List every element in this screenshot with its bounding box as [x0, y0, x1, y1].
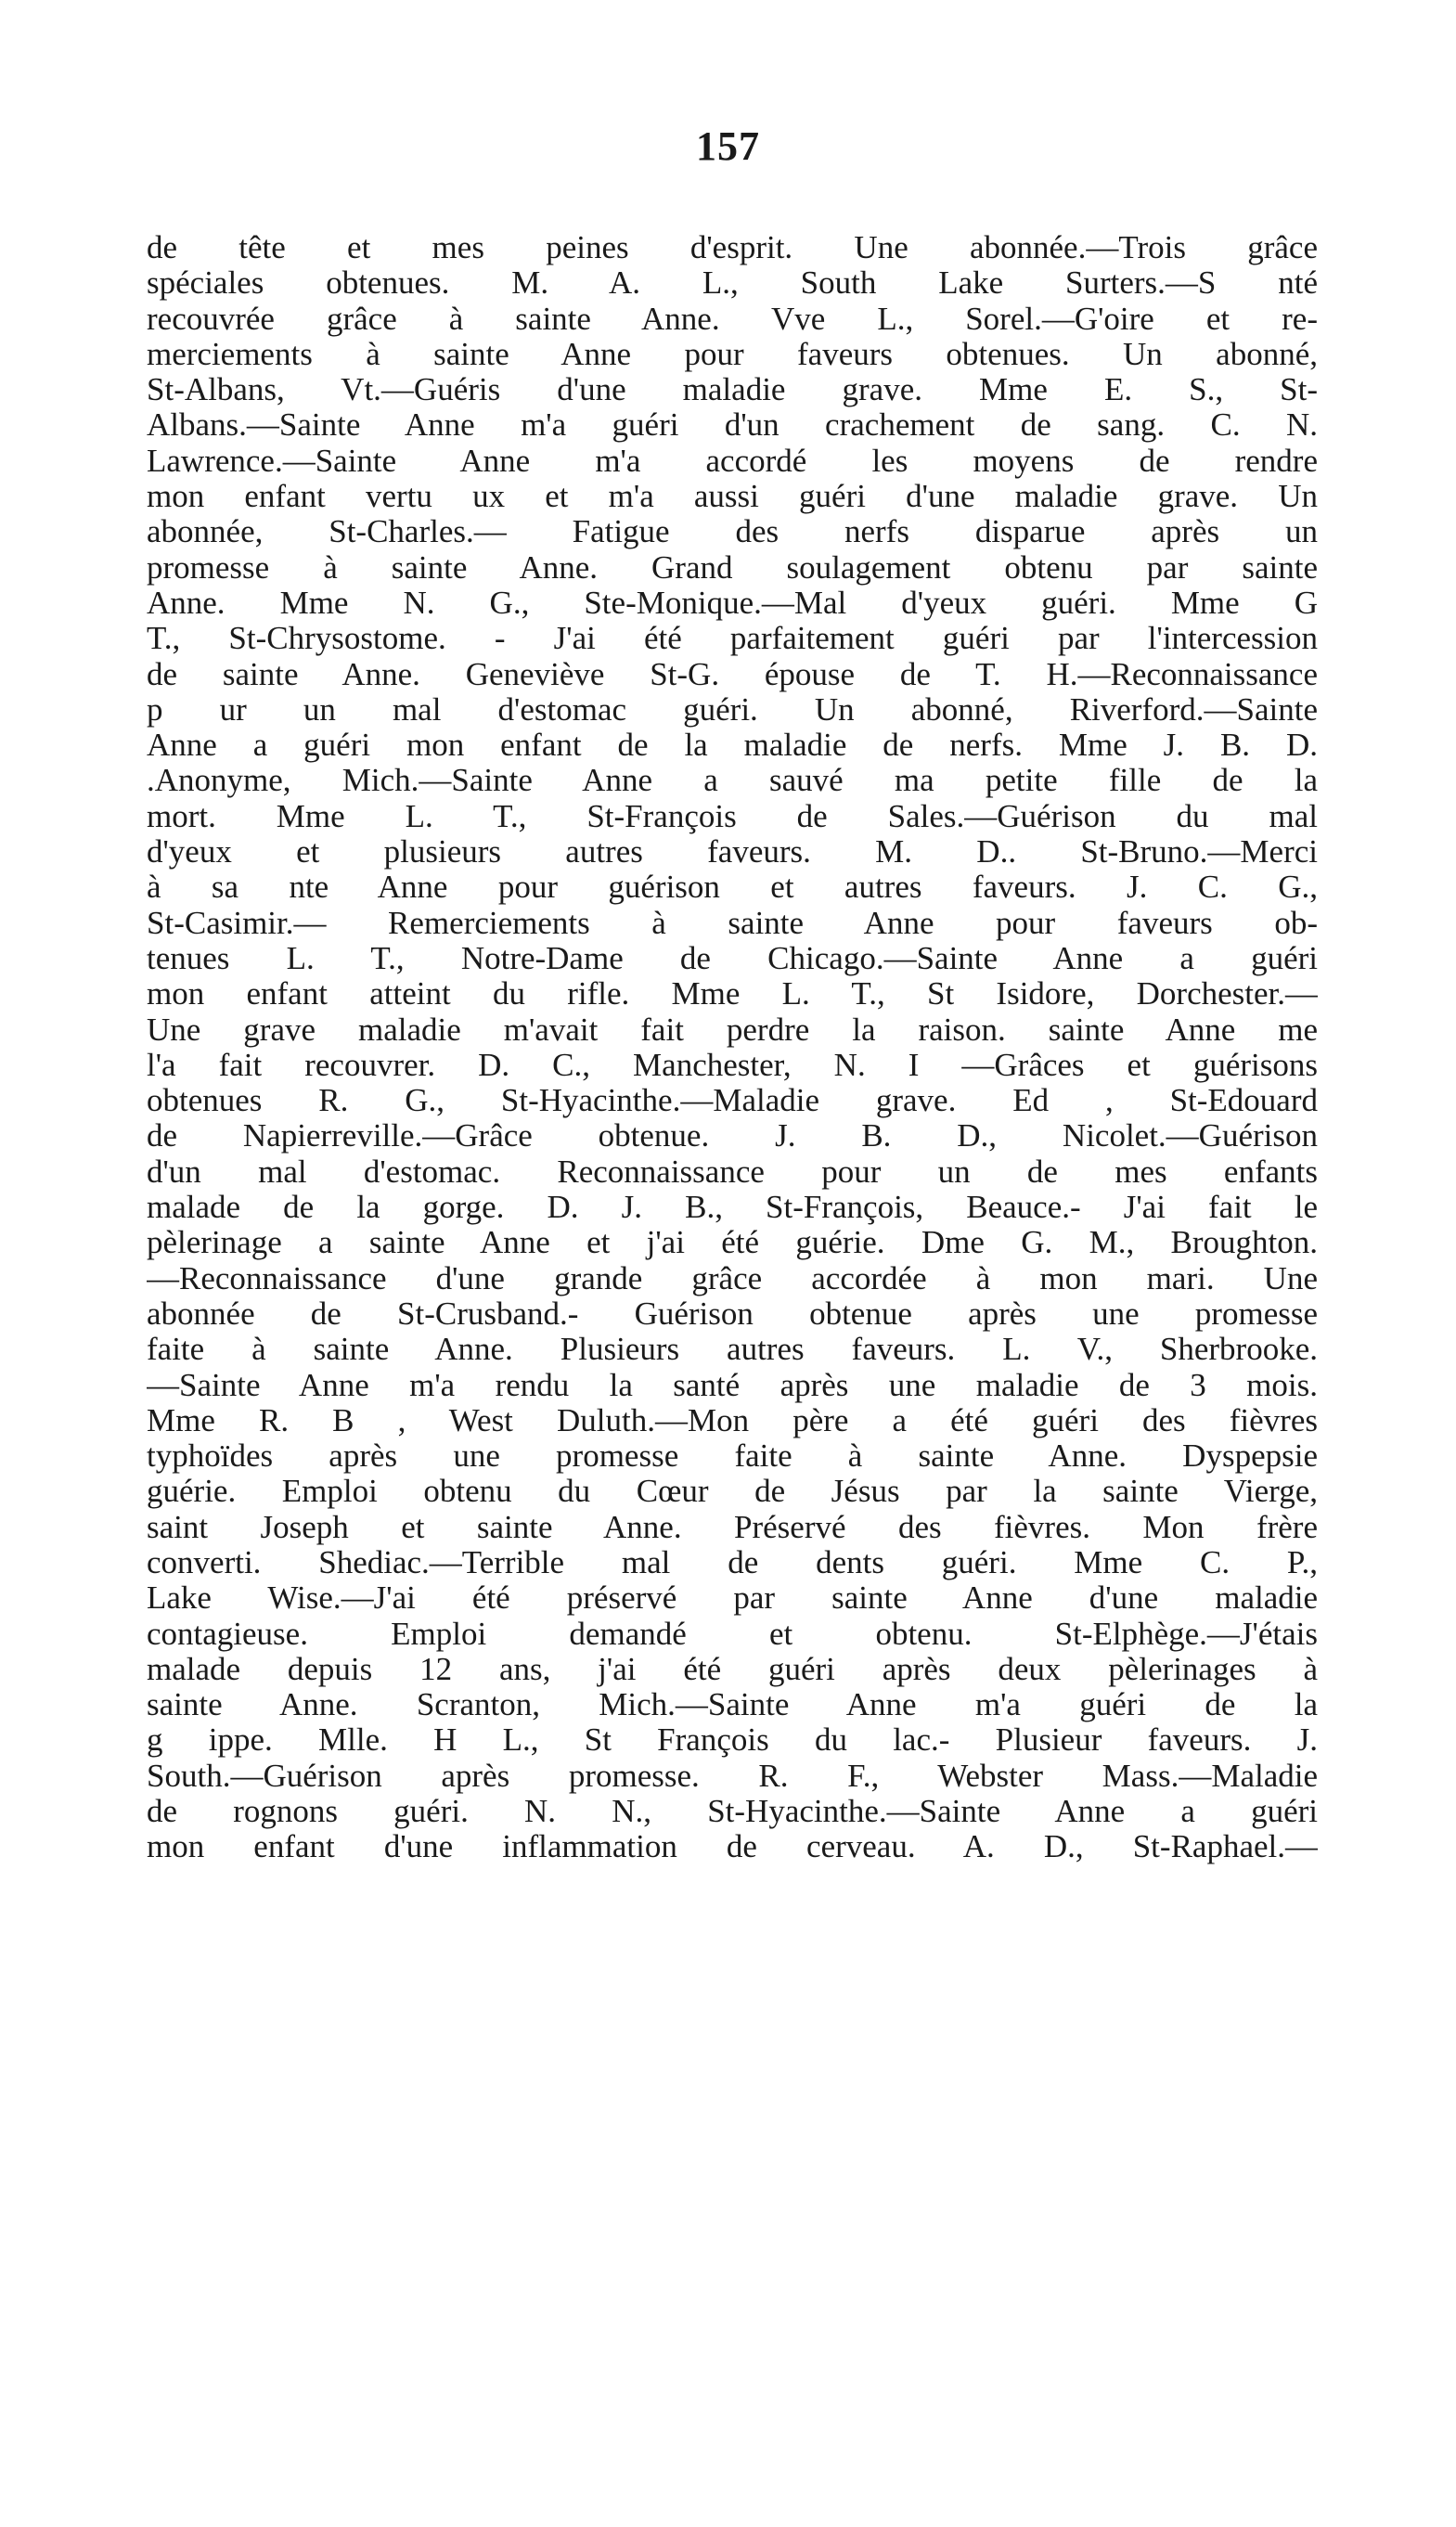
text-line: p ur un mal d'estomac guéri. Un abonné, Riverford.—Sainte [147, 691, 1318, 728]
text-line: contagieuse. Emploi demandé et obtenu. St-Elphège.—J'étais [147, 1616, 1318, 1652]
body-text [147, 230, 1318, 1865]
text-line: —Reconnaissance d'une grande grâce accordée à mon mari. Une [147, 1260, 1318, 1296]
text-line: mon enfant d'une inflammation de cerveau. A. D., St-Raphael.— [147, 1829, 1318, 1865]
text-line: de sainte Anne. Geneviève St-G. épouse de T. H.—Reconnaissance [147, 656, 1318, 692]
text-line: tenues L. T., Notre-Dame de Chicago.—Sainte Anne a guéri [147, 940, 1318, 976]
text-line: spéciales obtenues. M. A. L., South Lake Surters.—S nté [147, 265, 1318, 302]
text-line: —Sainte Anne m'a rendu la santé après une maladie de 3 mois. [147, 1367, 1318, 1403]
text-line: Mme R. B , West Duluth.—Mon père a été guéri des fièvres [147, 1402, 1318, 1438]
text-line: Albans.—Sainte Anne m'a guéri d'un crachement de sang. C. N. [147, 407, 1318, 444]
text-line: merciements à sainte Anne pour faveurs obtenues. Un abonné, [147, 336, 1318, 372]
text-line: mon enfant atteint du rifle. Mme L. T., St Isidore, Dorchester.— [147, 976, 1318, 1012]
text-line: à sa nte Anne pour guérison et autres faveurs. J. C. G., [147, 870, 1318, 906]
text-line: typhoïdes après une promesse faite à sainte Anne. Dyspepsie [147, 1438, 1318, 1475]
text-line: malade de la gorge. D. J. B., St-François, Beauce.- J'ai fait le [147, 1190, 1318, 1226]
text-line: de tête et mes peines d'esprit. Une abonnée.—Trois grâce [147, 230, 1318, 265]
text-line: saint Joseph et sainte Anne. Préservé des fièvres. Mon frère [147, 1509, 1318, 1545]
text-line: de Napierreville.—Grâce obtenue. J. B. D., Nicolet.—Guérison [147, 1118, 1318, 1154]
text-line: St-Albans, Vt.—Guéris d'une maladie grave. Mme E. S., St- [147, 372, 1318, 408]
text-line: St-Casimir.— Remerciements à sainte Anne pour faveurs ob- [147, 905, 1318, 941]
text-line: Lake Wise.—J'ai été préservé par sainte Anne d'une maladie [147, 1580, 1318, 1617]
text-line: recouvrée grâce à sainte Anne. Vve L., Sorel.—G'oire et re- [147, 301, 1318, 337]
text-line: mort. Mme L. T., St-François de Sales.—Guérison du mal [147, 798, 1318, 834]
text-line: l'a fait recouvrer. D. C., Manchester, N. I —Grâces et guérisons [147, 1047, 1318, 1083]
text-line: promesse à sainte Anne. Grand soulagement obtenu par sainte [147, 549, 1318, 586]
text-line: faite à sainte Anne. Plusieurs autres faveurs. L. V., Sherbrooke. [147, 1332, 1318, 1368]
text-line: pèlerinage a sainte Anne et j'ai été guérie. Dme G. M., Broughton. [147, 1225, 1318, 1261]
text-line: abonnée, St-Charles.— Fatigue des nerfs disparue après un [147, 514, 1318, 550]
text-line: mon enfant vertu ux et m'a aussi guéri d'une maladie grave. Un [147, 479, 1318, 515]
text-line: .Anonyme, Mich.—Sainte Anne a sauvé ma petite fille de la [147, 763, 1318, 799]
text-line: South.—Guérison après promesse. R. F., Webster Mass.—Maladie [147, 1758, 1318, 1794]
text-line: g ippe. Mlle. H L., St François du lac.- Plusieur faveurs. J. [147, 1722, 1318, 1759]
text-line: d'yeux et plusieurs autres faveurs. M. D.. St-Bruno.—Merci [147, 834, 1318, 870]
text-line: sainte Anne. Scranton, Mich.—Sainte Anne m'a guéri de la [147, 1687, 1318, 1723]
text-line: Une grave maladie m'avait fait perdre la raison. sainte Anne me [147, 1012, 1318, 1048]
text-line: T., St-Chrysostome. - J'ai été parfaitement guéri par l'intercession [147, 621, 1318, 657]
text-line: Anne a guéri mon enfant de la maladie de nerfs. Mme J. B. D. [147, 728, 1318, 764]
text-line: converti. Shediac.—Terrible mal de dents guéri. Mme C. P., [147, 1544, 1318, 1580]
text-line: abonnée de St-Crusband.- Guérison obtenue après une promesse [147, 1296, 1318, 1332]
text-line: Anne. Mme N. G., Ste-Monique.—Mal d'yeux guéri. Mme G [147, 585, 1318, 621]
text-line: guérie. Emploi obtenu du Cœur de Jésus par la sainte Vierge, [147, 1474, 1318, 1510]
text-line: Lawrence.—Sainte Anne m'a accordé les moyens de rendre [147, 443, 1318, 479]
text-line: de rognons guéri. N. N., St-Hyacinthe.—Sainte Anne a guéri [147, 1794, 1318, 1830]
text-line: d'un mal d'estomac. Reconnaissance pour un de mes enfants [147, 1154, 1318, 1190]
text-line: obtenues R. G., St-Hyacinthe.—Maladie grave. Ed , St-Edouard [147, 1083, 1318, 1119]
text-line: malade depuis 12 ans, j'ai été guéri après deux pèlerinages à [147, 1651, 1318, 1687]
page-number: 157 [696, 123, 760, 169]
